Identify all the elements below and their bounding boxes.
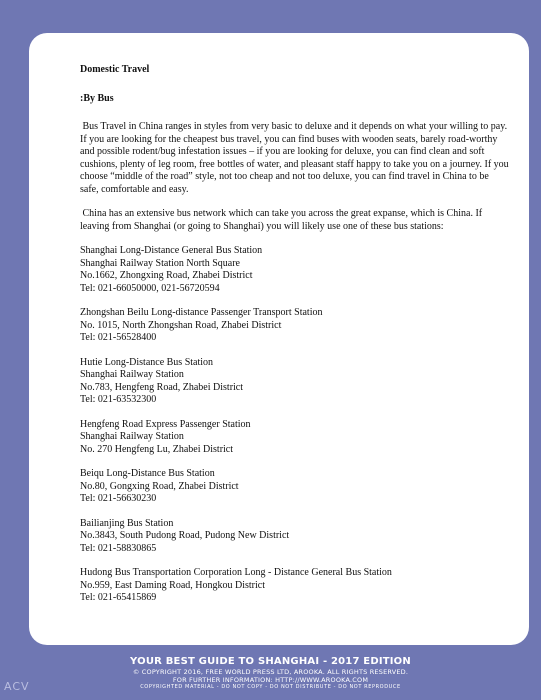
station-entry-7: [80, 567, 509, 605]
station-address: No.959, East Daming Road, Hongkou District: [80, 579, 265, 591]
station-address: No. 1015, North Zhongshan Road, Zhabei District: [80, 319, 282, 331]
watermark: ACV: [4, 680, 30, 693]
section-subheading: :By Bus: [80, 92, 114, 104]
station-address: No. 270 Hengfeng Lu, Zhabei District: [80, 443, 234, 455]
station-name: Beiqu Long-Distance Bus Station: [80, 468, 215, 479]
footer-copyright: © COPYRIGHT 2016, FREE WORLD PRESS LTD, AROOKA. ALL RIGHTS RESERVED.: [132, 668, 409, 676]
station-name: Shanghai Long-Distance General Bus Station: [80, 245, 263, 256]
station-name: Bailianjing Bus Station: [80, 517, 174, 529]
station-location: Shanghai Railway Station: [80, 431, 184, 442]
station-address: No.783, Hengfeng Road, Zhabei District: [80, 381, 244, 393]
station-address: No.1662, Zhongxing Road, Zhabei District: [80, 270, 253, 281]
station-address: No.3843, South Pudong Road, Pudong New District: [80, 530, 290, 541]
network-paragraph: China has an extensive bus network which can take you across the great expanse, which is China. If leaving from Shanghai (or going to Shanghai) you will likely use one of these bus stations:: [80, 208, 485, 232]
station-phone: Tel: 021-58830865: [80, 542, 157, 554]
intro-paragraph: Bus Travel in China ranges in styles from very basic to deluxe and it depends on what your willing to pay. If you are looking for the cheapest bus travel, you can find buses with wooden seats, barely road-worthy and possible rodent/bug infestation issues – if you are looking for deluxe, you can find clean and soft cushions, plenty of leg room, free bottles of water, and pleasant staff happy to take you on a journey. If you choose “middle of the road” style, not too cheap and not too deluxe, you can find travel in China to be safe, comfortable and easy.: [80, 121, 512, 195]
station-location: Shanghai Railway Station: [80, 369, 184, 380]
station-name: Zhongshan Beilu Long-distance Passenger Transport Station: [80, 307, 323, 318]
station-phone: Tel: 021-56528400: [80, 332, 157, 343]
station-address: No.80, Gongxing Road, Zhabei District: [80, 480, 239, 492]
station-phone: Tel: 021-66050000, 021-56720594: [80, 282, 220, 294]
document-page: [29, 33, 529, 645]
station-name: Hudong Bus Transportation Corporation Long - Distance General Bus Station: [80, 567, 392, 578]
footer-title: YOUR BEST GUIDE TO SHANGHAI - 2017 EDITION: [130, 656, 411, 667]
document-heading: Domestic Travel: [80, 64, 150, 75]
station-phone: Tel: 021-56630230: [80, 493, 157, 504]
station-name: Hengfeng Road Express Passenger Station: [80, 418, 251, 430]
station-location: Shanghai Railway Station North Square: [80, 257, 240, 269]
footer-notice: COPYRIGHTED MATERIAL - DO NOT COPY - DO NOT DISTRIBUTE - DO NOT REPRODUCE: [140, 684, 401, 690]
station-phone: Tel: 021-63532300: [80, 394, 157, 405]
station-entry-6: [80, 518, 509, 556]
station-entry-1: [80, 245, 509, 295]
page-footer: [0, 656, 541, 690]
station-phone: Tel: 021-65415869: [80, 592, 157, 603]
station-entry-3: [80, 357, 509, 407]
station-entry-4: [80, 419, 509, 457]
footer-info: FOR FURTHER INFORMATION: HTTP://WWW.AROOKA.COM: [172, 676, 369, 684]
station-entry-2: [80, 307, 509, 345]
station-name: Hutie Long-Distance Bus Station: [80, 356, 214, 368]
station-entry-5: [80, 468, 509, 506]
